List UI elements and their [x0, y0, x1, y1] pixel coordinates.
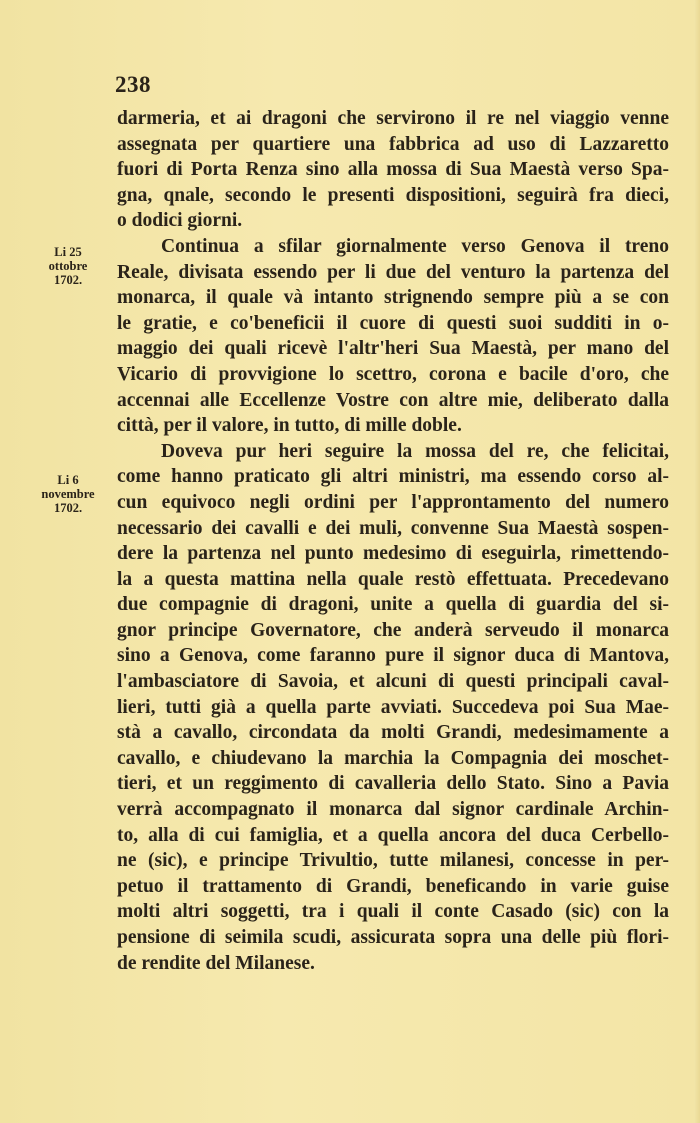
text-line: cavallo, e chiudevano la marchia la Compagnia dei moschet-: [117, 747, 669, 769]
text-line: petuo il trattamento di Grandi, beneficando in varie guise: [117, 875, 669, 897]
margin-note-date-2: [28, 473, 108, 515]
text-line: assegnata per quartiere una fabbrica ad uso di Lazzaretto: [117, 133, 669, 155]
text-line: monarca, il quale và intanto strignendo sempre più a se con: [117, 287, 669, 309]
text-line: l'ambasciatore di Savoia, et alcuni di questi principali caval-: [117, 671, 669, 693]
text-line: accennai alle Eccellenze Vostre con altre mie, deliberato dalla: [117, 389, 669, 411]
text-line: città, per il valore, in tutto, di mille doble.: [117, 415, 462, 437]
text-line: Reale, divisata essendo per li due del venturo la partenza del: [117, 261, 669, 283]
text-line: verrà accompagnato il monarca dal signor cardinale Archin-: [117, 799, 669, 821]
text-line: de rendite del Milanese.: [117, 952, 315, 974]
text-line: due compagnie di dragoni, unite a quella di guardia del si-: [117, 594, 669, 616]
body-text: [117, 106, 669, 976]
page-number: 238: [115, 72, 151, 97]
text-line: Continua a sfilar giornalmente verso Genova il treno: [161, 235, 669, 257]
text-line: gna, qnale, secondo le presenti dispositioni, seguirà fra dieci,: [117, 184, 669, 206]
text-line: tieri, et un reggimento di cavalleria dello Stato. Sino a Pavia: [117, 773, 669, 795]
text-line: come hanno praticato gli altri ministri, ma essendo corso al-: [117, 466, 669, 488]
margin-note-month: ottobre: [48, 259, 88, 273]
text-line: ne (sic), e principe Trivultio, tutte milanesi, concesse in per-: [117, 850, 669, 872]
margin-note-day: Li 6: [57, 473, 79, 487]
margin-note-month: novembre: [41, 487, 95, 501]
text-line: Vicario di provvigione lo scettro, corona e bacile d'oro, che: [117, 363, 669, 385]
text-line: to, alla di cui famiglia, et a quella ancora del duca Cerbello-: [117, 824, 669, 846]
text-line: molti altri soggetti, tra i quali il conte Casado (sic) con la: [117, 901, 669, 923]
text-line: lieri, tutti già a quella parte avviati. Succedeva poi Sua Mae-: [117, 696, 669, 718]
text-line: maggio dei quali ricevè l'altr'heri Sua Maestà, per mano del: [117, 338, 669, 360]
text-line: le gratie, e co'beneficii il cuore di questi suoi sudditi in o-: [117, 312, 669, 334]
margin-note-year: 1702.: [53, 501, 83, 515]
text-line: fuori di Porta Renza sino alla mossa di Sua Maestà verso Spa-: [117, 159, 669, 181]
text-line: la a questa mattina nella quale restò effettuata. Precedevano: [117, 568, 669, 590]
text-line: stà a cavallo, circondata da molti Grandi, medesimamente a: [117, 722, 669, 744]
text-line: necessario dei cavalli e dei muli, convenne Sua Maestà sospen-: [117, 517, 669, 539]
text-line: gnor principe Governatore, che anderà serveudo il monarca: [117, 619, 669, 641]
text-line: dere la partenza nel punto medesimo di eseguirla, rimettendo-: [117, 543, 669, 565]
text-line: Doveva pur heri seguire la mossa del re, che felicitai,: [161, 440, 669, 462]
page-edge: [694, 0, 700, 1123]
text-line: sino a Genova, come faranno pure il signor duca di Mantova,: [117, 645, 669, 667]
text-line: o dodici giorni.: [117, 210, 243, 232]
text-line: darmeria, et ai dragoni che servirono il re nel viaggio venne: [117, 108, 669, 129]
text-line: pensione di seimila scudi, assicurata sopra una delle più flori-: [117, 927, 669, 948]
margin-note-date-1: [28, 245, 108, 287]
margin-note-day: Li 25: [54, 245, 82, 259]
text-line: cun equivoco negli ordini per l'approntamento del numero: [117, 491, 669, 513]
margin-note-year: 1702.: [53, 273, 83, 287]
